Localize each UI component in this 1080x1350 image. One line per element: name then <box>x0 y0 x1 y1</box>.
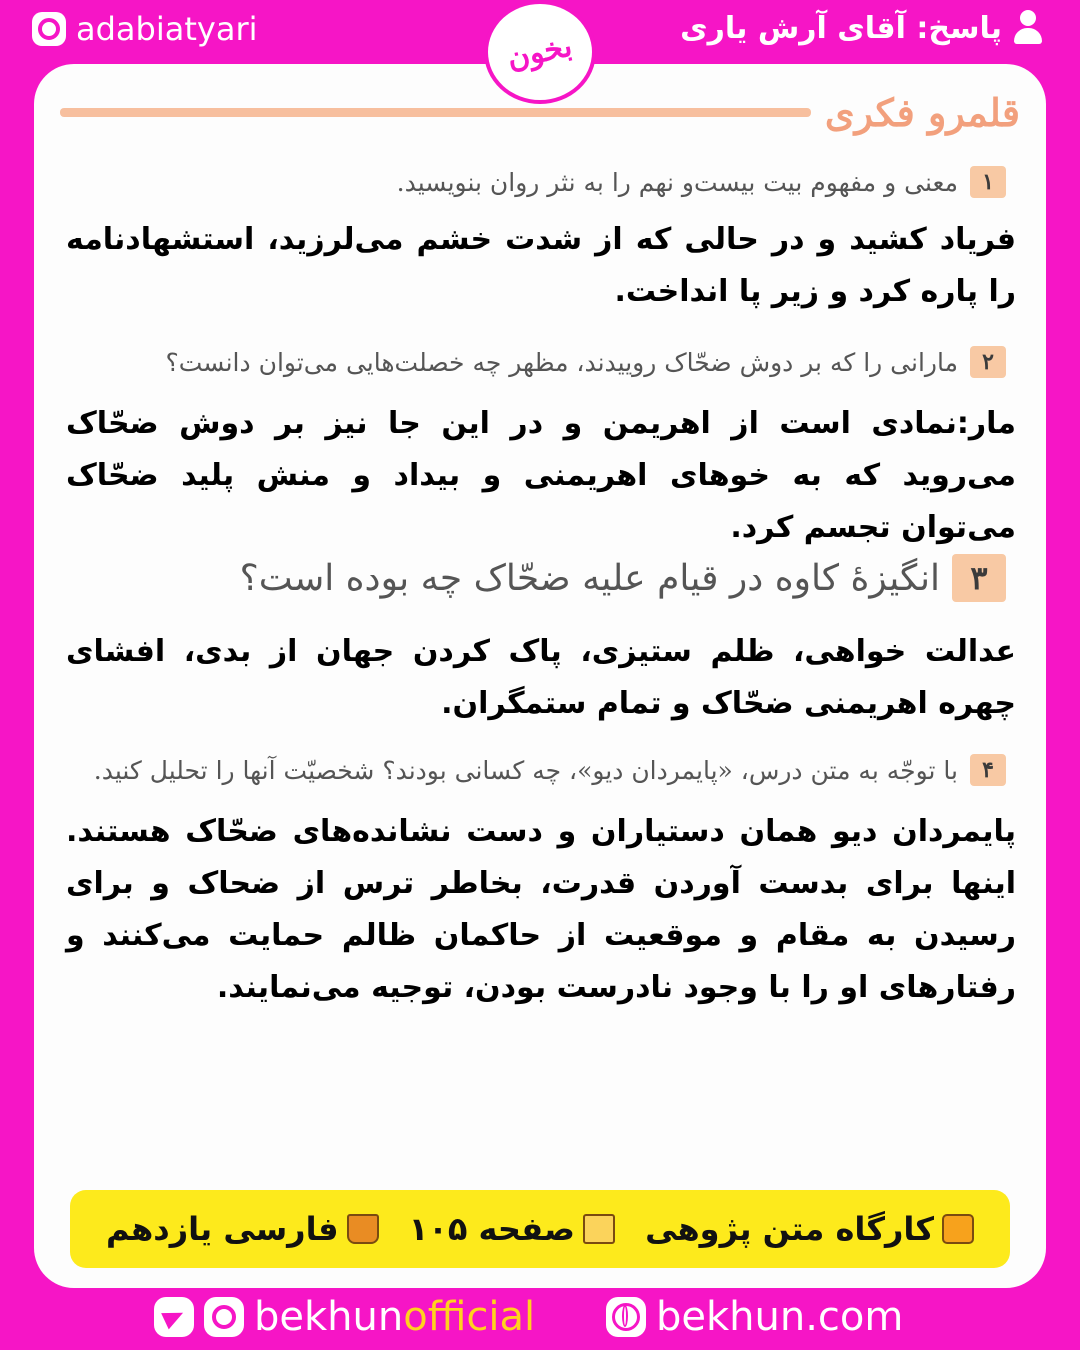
question-number-badge: ۴ <box>970 754 1006 786</box>
footer-workshop <box>645 1210 974 1248</box>
question-text: معنی و مفهوم بیت بیست‌و نهم را به نثر روان بنویسید. <box>396 167 958 197</box>
answer-2: مار:نمادی است از اهریمن و در این جا نیز بر دوش ضحّاک می‌روید که به خوهای اهریمنی و بیداد و منش پلید ضحّاک می‌توان تجسم کرد. <box>66 406 1016 545</box>
footer-page <box>409 1210 615 1248</box>
user-icon <box>1012 10 1044 46</box>
website-text: bekhun.com <box>656 1294 904 1340</box>
answer-credit <box>680 10 1044 46</box>
question-1 <box>397 166 1006 198</box>
instagram-icon <box>32 12 66 46</box>
footer-subject <box>106 1210 379 1248</box>
section-divider <box>60 108 811 117</box>
book-icon <box>583 1214 615 1244</box>
instagram-icon <box>204 1297 244 1337</box>
footer-workshop-text: کارگاه متن پژوهی <box>645 1210 934 1248</box>
answer-3: عدالت خواهی، ظلم ستیزی، پاک کردن جهان از بدی، افشای چهره اهریمنی ضحّاک و تمام ستمگران. <box>66 634 1016 721</box>
footer-info-bar <box>70 1190 1010 1268</box>
footer-page-text: صفحه ۱۰۵ <box>408 1210 575 1248</box>
brand-logo-text: بخون <box>504 28 576 76</box>
answer-1: فریاد کشید و در حالی که از شدت خشم می‌لرزید، استشهادنامه را پاره کرد و زیر پا انداخت. <box>66 222 1016 309</box>
question-number-badge: ۱ <box>970 166 1006 198</box>
section-title: قلمرو فکری <box>824 89 1020 135</box>
brand-logo <box>488 4 592 100</box>
question-text: انگیزهٔ کاوه در قیام علیه ضحّاک چه بوده است؟ <box>239 557 940 599</box>
social-handle-prefix: bekhun <box>254 1294 404 1340</box>
footer-subject-text: فارسی یازدهم <box>106 1210 339 1248</box>
graduation-cap-icon <box>347 1214 379 1244</box>
social-handle[interactable] <box>154 1294 535 1340</box>
answer-4: پایمردان دیو همان دستیاران و دست نشانده‌های ضحّاک هستند. اینها برای بدست آوردن قدرت، بخاطر ترس از ضحاک و برای رسیدن به مقام و موقعیت از حاکمان ظالم حمایت می‌کنند و رفتارهای او را با وجود نادرست بودن، توجیه می‌نمایند. <box>66 814 1016 1005</box>
instagram-handle-text: adabiatyari <box>76 10 258 48</box>
question-3 <box>240 554 1006 602</box>
telegram-icon <box>154 1297 194 1337</box>
answer-credit-text: پاسخ: آقای آرش یاری <box>680 10 1002 46</box>
instagram-handle[interactable] <box>32 10 257 48</box>
website-link[interactable] <box>606 1294 903 1340</box>
social-handle-highlight: official <box>403 1294 536 1340</box>
question-2 <box>165 346 1006 378</box>
question-number-badge: ۲ <box>970 346 1006 378</box>
question-number-badge: ۳ <box>952 554 1006 602</box>
question-4 <box>94 754 1006 786</box>
teacher-icon <box>942 1214 974 1244</box>
social-handle-text <box>254 1294 535 1340</box>
question-text: با توجّه به متن درس، «پایمردان دیو»، چه کسانی بودند؟ شخصیّت آنها را تحلیل کنید. <box>93 755 958 785</box>
globe-icon <box>606 1297 646 1337</box>
bottom-bar <box>0 1290 1080 1350</box>
question-text: مارانی را که بر دوش ضحّاک روییدند، مظهر چه خصلت‌هایی می‌توان دانست؟ <box>165 347 958 377</box>
